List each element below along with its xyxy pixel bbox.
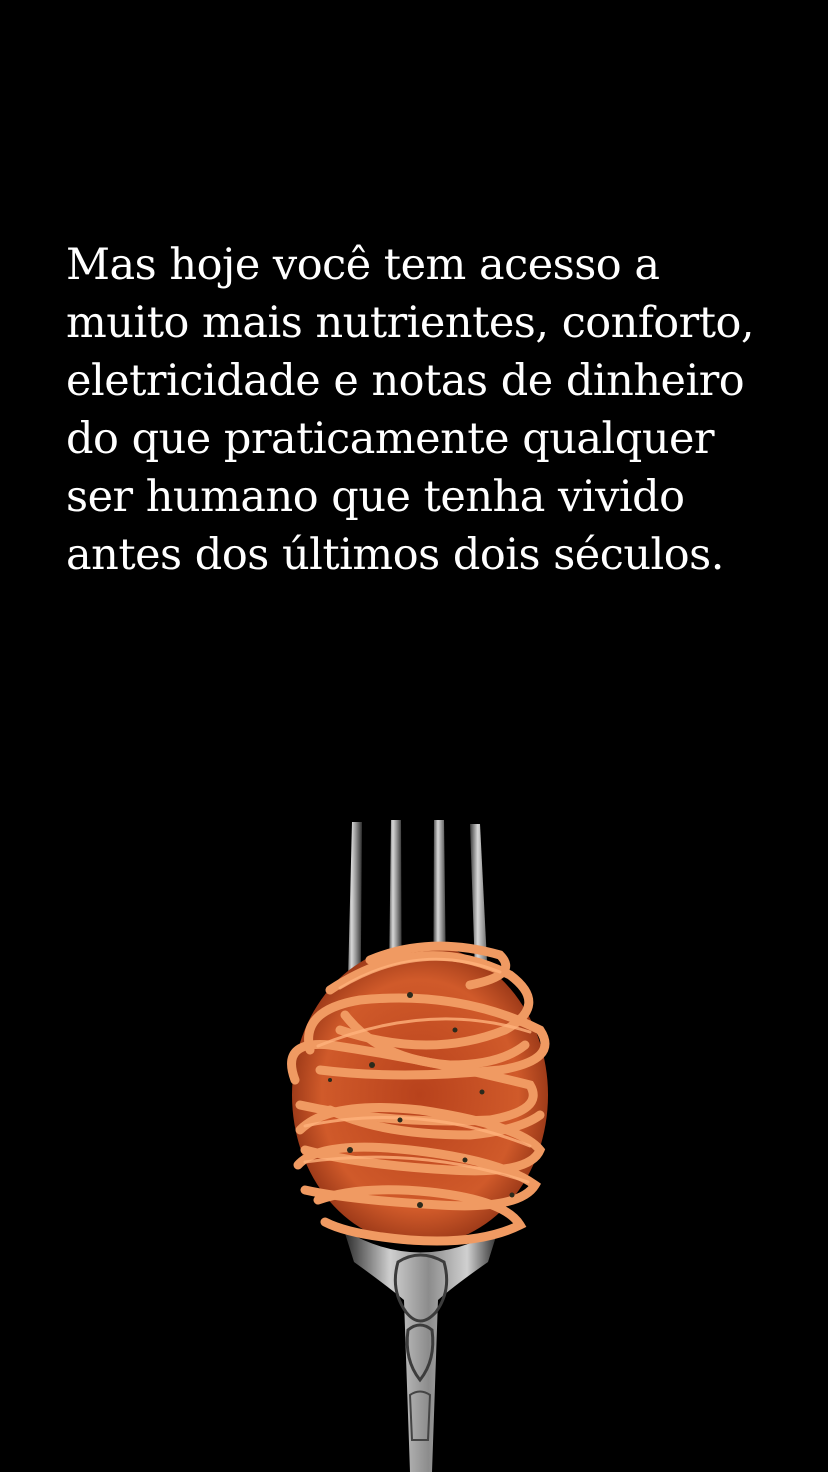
caption-line-1: Mas hoje você tem acesso a <box>66 240 660 290</box>
caption-line-4: do que praticamente qualquer <box>66 414 715 464</box>
fork-handle <box>344 1230 498 1472</box>
caption-line-5: ser humano que tenha vivido <box>66 472 685 522</box>
caption-line-3: eletricidade e notas de dinheiro <box>66 356 745 406</box>
fork-with-spaghetti-icon <box>0 780 828 1472</box>
spaghetti-nest <box>292 945 548 1245</box>
caption-line-6: antes dos últimos dois séculos. <box>66 530 724 580</box>
story-caption <box>66 236 806 584</box>
caption-line-2: muito mais nutrientes, conforto, <box>66 298 755 348</box>
